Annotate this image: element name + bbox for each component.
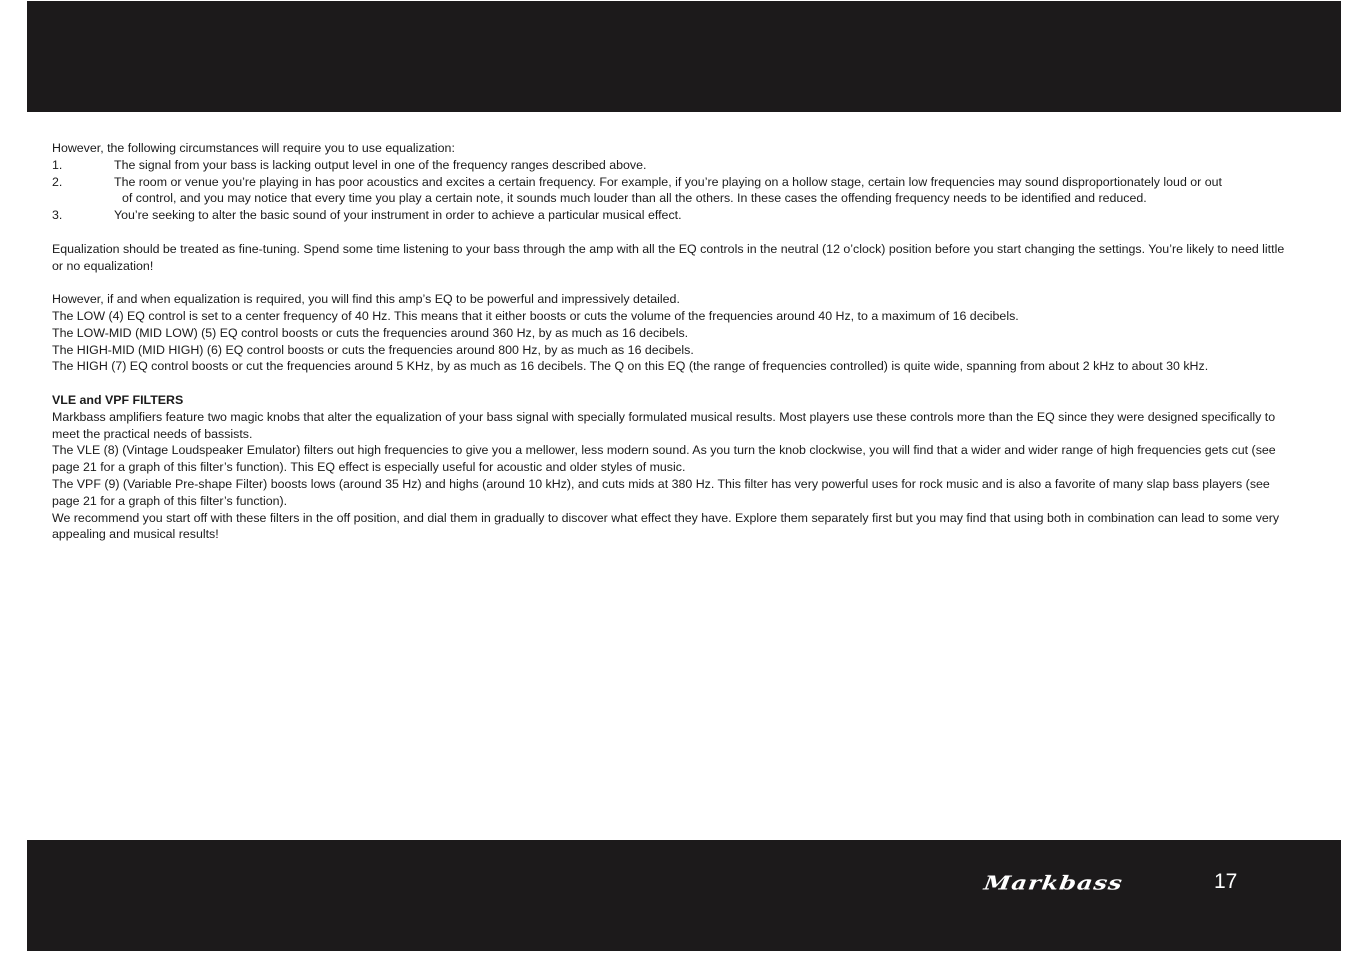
vle-paragraph: The VLE (8) (Vintage Loudspeaker Emulator) filters out high frequencies to give you a mellower, less modern sound. As you turn the knob clockwise, you will find that a wider and wider range of high frequencies gets cut (see page 21 for a graph of this filter’s function). This EQ effect is especially useful for acoustic and older styles of music. [52,443,1276,475]
list-item-text-continuation: of control, and you may notice that every time you play a certain note, it sounds much louder than all the others. In these cases the offending frequency needs to be identified and reduced. [122,191,1147,206]
list-item [52,207,1292,224]
recommendation-paragraph: We recommend you start off with these filters in the off position, and dial them in gradually to discover what effect they have. Explore them separately first but you may find that using both in combination can lead to some very appealing and musical results! [52,510,1280,542]
list-item-number: 2. [52,174,63,189]
list-item [52,157,1292,174]
vpf-paragraph: The VPF (9) (Variable Pre-shape Filter) boosts lows (around 35 Hz) and highs (around 10 kHz), and cuts mids at 380 Hz. This filter has very powerful uses for rock music and is also a favorite of many slap bass players (see page 21 for a graph of this filter’s function). [52,476,1270,508]
eq-high-paragraph: The HIGH (7) EQ control boosts or cut the frequencies around 5 KHz, by as much as 16 decibels. The Q on this EQ (the range of frequencies controlled) is quite wide, spanning from about 2 kHz to about 30 kHz. [52,359,1209,374]
eq-high-mid-paragraph: The HIGH-MID (MID HIGH) (6) EQ control boosts or cuts the frequencies around 800 Hz, by as much as 16 decibels. [52,342,694,357]
list-item-text: The signal from your bass is lacking output level in one of the frequency ranges described above. [114,157,647,172]
fine-tuning-paragraph: Equalization should be treated as fine-tuning. Spend some time listening to your bass through the amp with all the EQ controls in the neutral (12 o’clock) position before you start changing the settings. You’re likely to need little or no equalization! [52,241,1285,273]
footer-band [27,840,1341,951]
list-item-text: You’re seeking to alter the basic sound of your instrument in order to achieve a particular musical effect. [114,208,682,223]
eq-paragraph: However, if and when equalization is required, you will find this amp’s EQ to be powerful and impressively detailed. [52,292,680,307]
brand-logo: Markbass [982,871,1125,895]
intro-paragraph: However, the following circumstances will require you to use equalization: [52,141,455,155]
list-item-number: 3. [52,208,63,223]
page-number: 17 [1214,870,1238,893]
list-item-text: The room or venue you’re playing in has poor acoustics and excites a certain frequency. For example, if you’re playing on a hollow stage, certain low frequencies may sound disproportionately loud or out [114,174,1222,189]
list-item [52,174,1292,208]
list-item-number: 1. [52,157,63,172]
eq-low-mid-paragraph: The LOW-MID (MID LOW) (5) EQ control boosts or cuts the frequencies around 360 Hz, by as much as 16 decibels. [52,325,689,340]
section-heading: VLE and VPF FILTERS [52,392,184,407]
header-band [27,1,1341,112]
filters-intro-paragraph: Markbass amplifiers feature two magic knobs that alter the equalization of your bass signal with specially formulated musical results. Most players use these controls more than the EQ since they were designed specifically to meet the practical needs of bassists. [52,409,1276,441]
page-body [52,140,1292,543]
eq-low-paragraph: The LOW (4) EQ control is set to a center frequency of 40 Hz. This means that it either boosts or cuts the volume of the frequencies around 40 Hz, to a maximum of 16 decibels. [52,308,1019,323]
